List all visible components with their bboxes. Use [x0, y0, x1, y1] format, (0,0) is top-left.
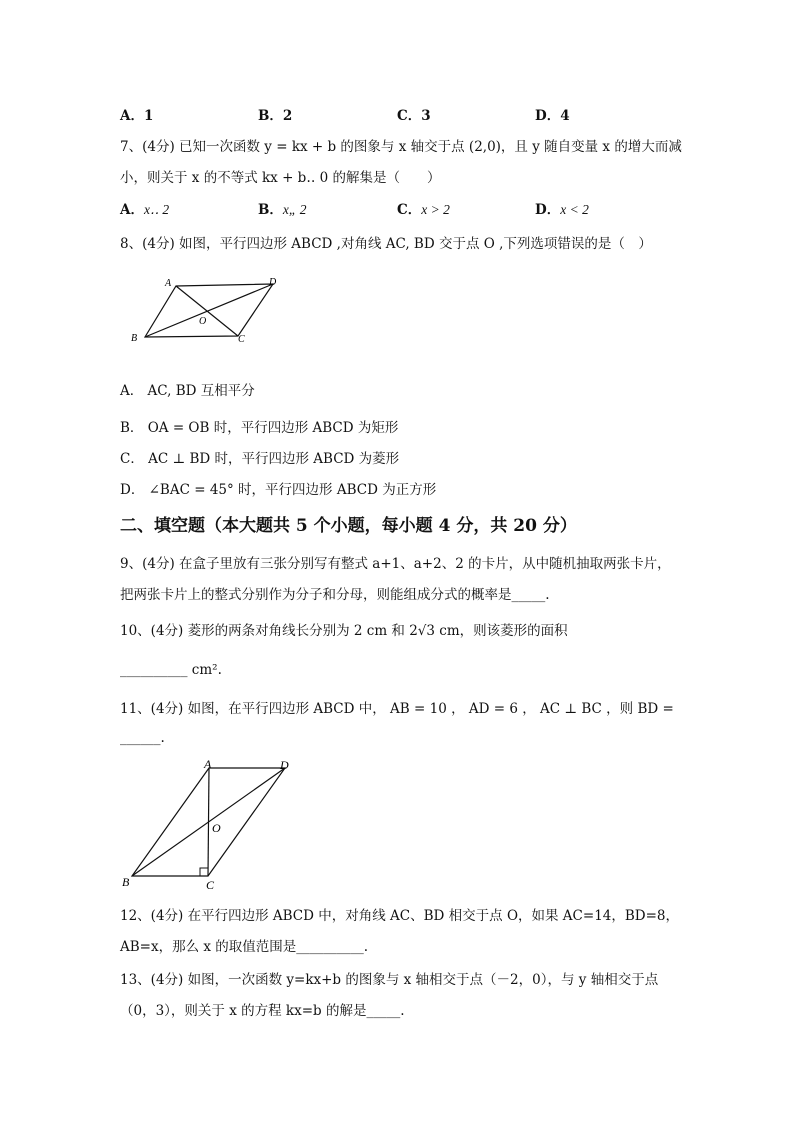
q12-stem-line1: 12、(4分) 在平行四边形 ABCD 中，对角线 AC、BD 相交于点 O，如果 AC=14，BD=8，	[120, 908, 680, 924]
q7-option-b: B．x„ 2	[258, 202, 307, 218]
q7-stem-line1: 7、(4分) 已知一次函数 y = kx + b 的图象与 x 轴交于点 (2,0)，且 y 随自变量 x 的增大而减	[120, 139, 682, 155]
q8-label-a: A	[165, 278, 172, 289]
q6-option-d: D．4	[535, 108, 570, 124]
q7-option-c: C．x > 2	[397, 202, 450, 218]
q8-stem: 8、(4分) 如图，平行四边形 ABCD ,对角线 AC, BD 交于点 O ,下列选项错误的是（ ）	[120, 236, 652, 252]
q10-stem-line1: 10、(4分) 菱形的两条对角线长分别为 2 cm 和 2√3 cm，则该菱形的面积	[120, 623, 568, 639]
q11-stem-line1: 11、(4分) 如图，在平行四边形 ABCD 中， AB = 10 ， AD = 6 ， AC ⊥ BC ，则 BD =	[120, 701, 674, 717]
q6-option-b: B．2	[258, 108, 293, 124]
q11-stem-line2: ______.	[120, 730, 165, 746]
q8-option-d: D． ∠BAC = 45° 时，平行四边形 ABCD 为正方形	[120, 482, 437, 498]
q8-label-b: B	[131, 333, 138, 344]
q11-label-d: D	[280, 758, 289, 772]
q7-stem-line2: 小，则关于 x 的不等式 kx + b‥ 0 的解集是（ ）	[120, 170, 441, 186]
q8-parallelogram-figure	[128, 276, 288, 346]
q11-label-o: O	[212, 821, 221, 835]
q8-option-b: B． OA = OB 时，平行四边形 ABCD 为矩形	[120, 420, 399, 436]
section-title-fill-in: 二、填空题（本大题共 5 个小题，每小题 4 分，共 20 分）	[120, 516, 577, 536]
q8-label-o: O	[199, 316, 207, 327]
q7-option-d: D．x < 2	[535, 202, 589, 218]
q10-stem-line2: __________ cm².	[120, 662, 222, 678]
q9-stem-line1: 9、(4分) 在盒子里放有三张分别写有整式 a+1、a+2、2 的卡片，从中随机抽取两张卡片，	[120, 556, 671, 572]
q11-label-c: C	[206, 878, 215, 892]
q8-label-d: D	[269, 277, 277, 288]
q9-stem-line2: 把两张卡片上的整式分别作为分子和分母，则能组成分式的概率是_____.	[120, 587, 550, 603]
q11-label-b: B	[122, 875, 130, 889]
q8-option-c: C． AC ⊥ BD 时，平行四边形 ABCD 为菱形	[120, 451, 400, 467]
q6-option-c: C．3	[397, 108, 431, 124]
q12-stem-line2: AB=x，那么 x 的取值范围是__________.	[120, 939, 369, 955]
q7-option-a: A．x‥ 2	[120, 202, 170, 218]
q11-parallelogram-figure	[118, 757, 308, 892]
q8-option-a: A． AC, BD 互相平分	[120, 383, 255, 399]
q13-stem-line1: 13、(4分) 如图，一次函数 y=kx+b 的图象与 x 轴相交于点（－2，0），与 y 轴相交于点	[120, 972, 659, 988]
q11-label-a: A	[204, 757, 212, 771]
q6-option-a: A．1	[120, 108, 154, 124]
q8-label-c: C	[238, 334, 245, 345]
q13-stem-line2: （0，3），则关于 x 的方程 kx=b 的解是_____.	[120, 1003, 405, 1019]
